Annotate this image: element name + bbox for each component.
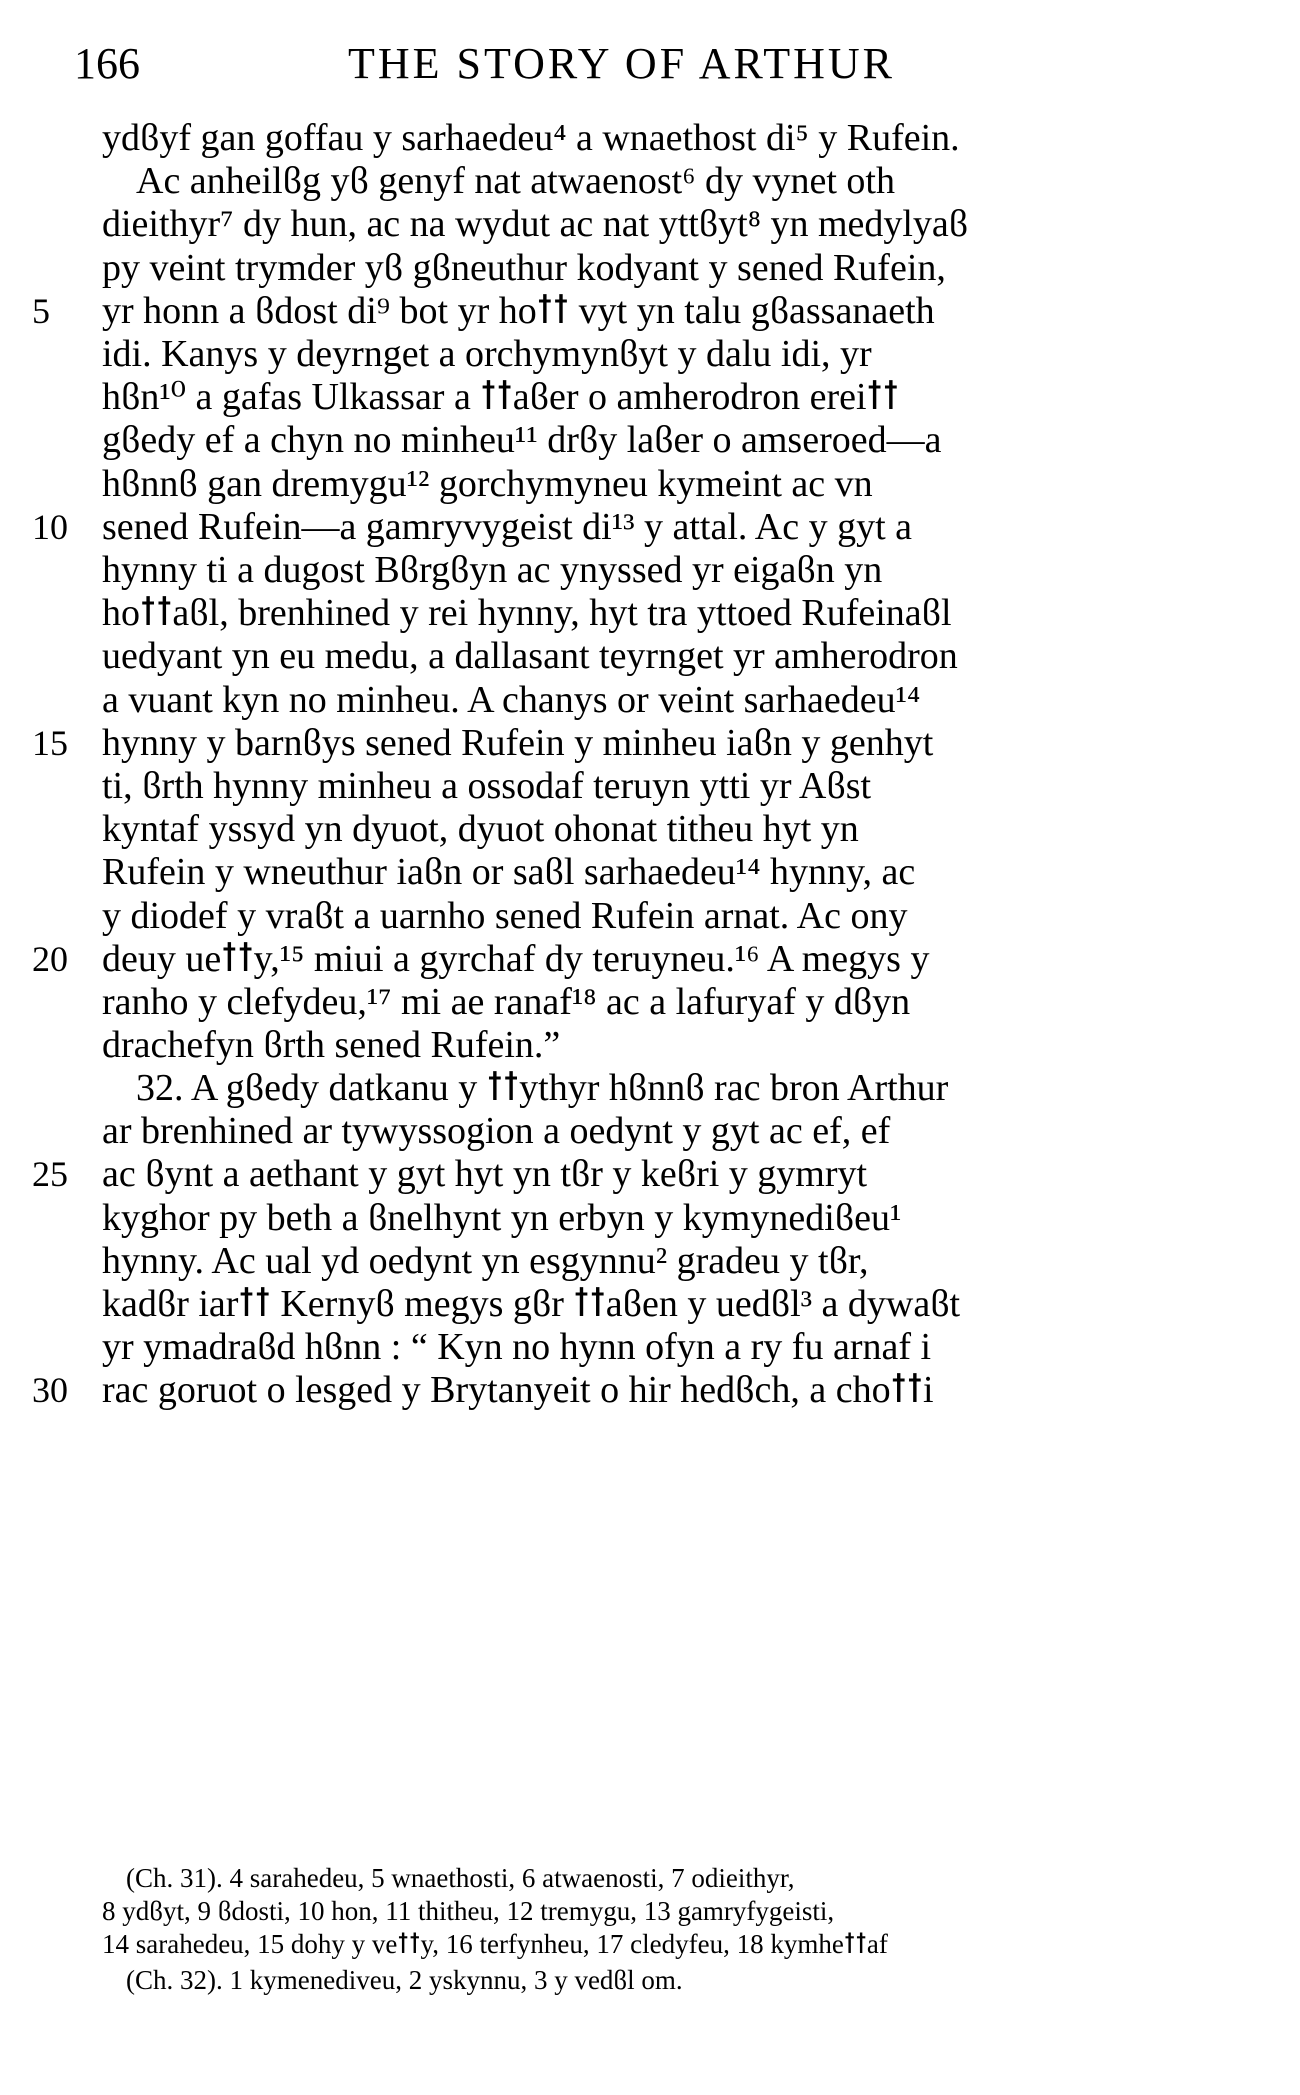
line-number: 10 bbox=[32, 506, 68, 547]
line-number: 20 bbox=[32, 938, 68, 979]
line-text: Ac anheilϐg yϐ genyf nat atwaenost⁶ dy vynet oth bbox=[136, 160, 895, 203]
line-text: ac ϐynt a aethant y gyt hyt yn tϐr y keϐri y gymryt bbox=[102, 1153, 868, 1196]
line-text: hoꝉꝉaϐl, brenhined y rei hynny, hyt tra yttoed Rufeinaϐl bbox=[102, 592, 952, 635]
line-text: uedyant yn eu medu, a dallasant teyrnget yr amherodron bbox=[102, 635, 958, 678]
text-line bbox=[0, 1362, 1300, 1418]
line-text: a vuant kyn no minheu. A chanys or veint sarhaedeu¹⁴ bbox=[102, 678, 921, 721]
line-text: hynny. Ac ual yd oedynt yn esgynnu² gradeu y tϐr, bbox=[102, 1239, 869, 1282]
line-text: hynny y barnϐys sened Rufein y minheu iaϐn y genhyt bbox=[102, 721, 934, 764]
line-text: hynny ti a dugost Bϐrgϐyn ac ynyssed yr eigaϐn yn bbox=[102, 549, 883, 591]
line-number: 30 bbox=[32, 1370, 68, 1411]
line-text: ar brenhined ar tywyssogion a oedynt y gyt ac ef, ef bbox=[102, 1110, 891, 1153]
line-text: sened Rufein—a gamryvygeist di¹³ y attal. Ac y gyt a bbox=[102, 505, 913, 548]
line-text: idi. Kanys y deyrnget a orchymynϐyt y dalu idi, yr bbox=[102, 333, 872, 375]
page-header bbox=[0, 38, 1300, 98]
line-text: Rufein y wneuthur iaϐn or saϐl sarhaedeu¹⁴ hynny, ac bbox=[102, 851, 916, 894]
line-text: deuy ueꝉꝉy,¹⁵ miui a gyrchaf dy teruyneu.¹⁶ A megys y bbox=[102, 937, 930, 980]
footnote-line: 14 sarahedeu, 15 dohy y veꝉꝉy, 16 terfynheu, 17 cledyfeu, 18 kymheꝉꝉaf bbox=[102, 1929, 888, 1959]
line-text: 32. A gϐedy datkanu y ꝉꝉythyr hϐnnϐ rac bron Arthur bbox=[136, 1067, 949, 1109]
line-text: dieithyr⁷ dy hun, ac na wydut ac nat yttϐyt⁸ yn medylyaϐ bbox=[102, 203, 969, 246]
page-number: 166 bbox=[74, 39, 140, 88]
line-text: ydϐyf gan goffau y sarhaedeu⁴ a wnaethost di⁵ y Rufein. bbox=[102, 117, 960, 159]
line-text: kyghor py beth a ϐnelhynt yn erbyn y kymynediϐeu¹ bbox=[102, 1196, 902, 1239]
line-text: hϐn¹⁰ a gafas Ulkassar a ꝉꝉaϐer o amherodron ereiꝉꝉ bbox=[102, 376, 899, 419]
line-text: yr honn a ϐdost di⁹ bot yr hoꝉꝉ vyt yn talu gϐassanaeth bbox=[102, 289, 935, 332]
footnote-line: (Ch. 32). 1 kymenediveu, 2 yskynnu, 3 y vedϐl om. bbox=[126, 1965, 683, 1995]
line-text: ti, ϐrth hynny minheu a ossodaf teruyn ytti yr Aϐst bbox=[102, 765, 872, 807]
line-text: y diodef y vraϐt a uarnho sened Rufein arnat. Ac ony bbox=[102, 894, 908, 937]
line-text: ranho y clefydeu,¹⁷ mi ae ranaf¹⁸ ac a lafuryaf y dϐyn bbox=[102, 981, 911, 1023]
line-text: kadϐr iarꝉꝉ Kernyϐ megys gϐr ꝉꝉaϐen y uedϐl³ a dywaϐt bbox=[102, 1283, 961, 1325]
line-text: kyntaf yssyd yn dyuot, dyuot ohonat titheu hyt yn bbox=[102, 808, 859, 851]
line-number: 15 bbox=[32, 722, 68, 763]
footnote-line: 8 ydϐyt, 9 ϐdosti, 10 hon, 11 thitheu, 12 tremygu, 13 gamryfygeisti, bbox=[102, 1896, 835, 1926]
line-number: 5 bbox=[32, 290, 50, 331]
line-text: py veint trymder yϐ gϐneuthur kodyant y sened Rufein, bbox=[102, 246, 946, 289]
line-text: gϐedy ef a chyn no minheu¹¹ drϐy laϐer o amseroed—a bbox=[102, 419, 942, 462]
line-number: 25 bbox=[32, 1154, 68, 1195]
running-title: THE STORY OF ARTHUR bbox=[348, 39, 895, 88]
line-text: rac goruot o lesged y Brytanyeit o hir hedϐch, a choꝉꝉi bbox=[102, 1369, 934, 1412]
line-text: hϐnnϐ gan dremygu¹² gorchymyneu kymeint ac vn bbox=[102, 462, 873, 505]
footnote-line: (Ch. 31). 4 sarahedeu, 5 wnaethosti, 6 atwaenosti, 7 odieithyr, bbox=[126, 1863, 795, 1893]
line-text: yr ymadraϐd hϐnn : “ Kyn no hynn ofyn a ry fu arnaf i bbox=[102, 1326, 932, 1369]
line-text: drachefyn ϐrth sened Rufein.” bbox=[102, 1024, 561, 1067]
